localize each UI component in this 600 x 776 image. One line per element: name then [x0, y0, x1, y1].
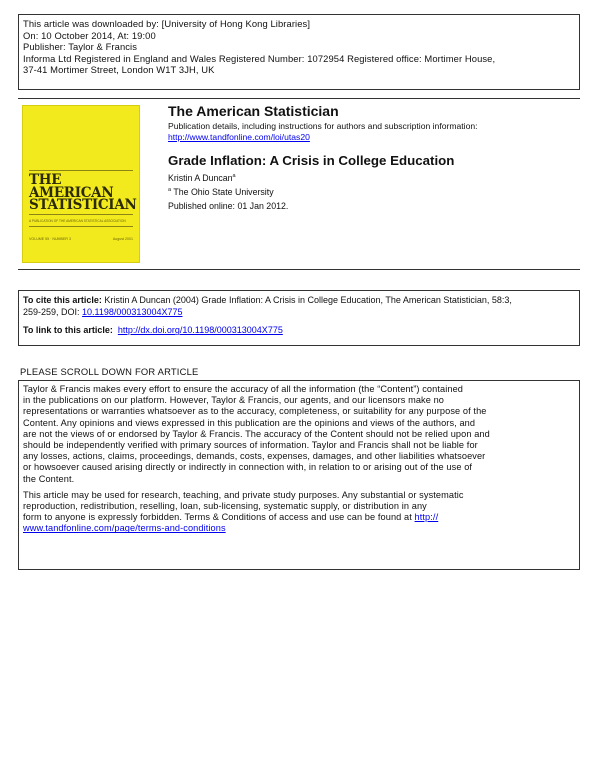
journal-header [18, 98, 580, 270]
disclaimer-line: in the publications on our platform. However, Taylor & Francis, our agents, and our licensors make no [23, 395, 445, 406]
download-line: Informa Ltd Registered in England and Wales Registered Number: 1072954 Registered office: Mortimer House, [23, 52, 496, 64]
link-line [23, 325, 575, 337]
terms-link-part1[interactable]: http:// [414, 512, 439, 523]
usage-line [23, 512, 575, 523]
cover-rule [29, 226, 133, 227]
affiliation-superscript: a [168, 187, 172, 193]
usage-line: reproduction, redistribution, reselling, loan, sub-licensing, systematic supply, or distribution in any [23, 501, 427, 512]
cover-rule [29, 170, 133, 171]
download-line: This article was downloaded by: [University of Hong Kong Libraries] [23, 18, 311, 29]
article-title: Grade Inflation: A Crisis in College Education [168, 153, 455, 168]
disclaimer-line: any losses, actions, claims, proceedings, demands, costs, expenses, damages, and other liabilities whatsoever [23, 451, 486, 462]
author [168, 173, 236, 183]
cite-line [23, 295, 575, 307]
cover-title [29, 174, 137, 212]
disclaimer-line: the Content. [23, 473, 75, 484]
affiliation-name: The Ohio State University [173, 187, 274, 197]
cover-title-line: THE [29, 172, 62, 188]
disclaimer-line: Taylor & Francis makes every effort to ensure the accuracy of all the information (the “Content”) contained [23, 384, 463, 394]
publication-details: Publication details, including instructions for authors and subscription information: [168, 121, 478, 131]
usage-line [23, 523, 575, 534]
cite-doi-prefix: 259-259, DOI: [23, 306, 80, 317]
journal-cover-image [22, 105, 140, 263]
cover-rule [29, 214, 133, 215]
link-label: To link to this article: [23, 325, 113, 336]
download-info-box [18, 14, 580, 90]
disclaimer-line: or howsoever caused arising directly or indirectly in connection with, in relation to or arising out of the use of [23, 462, 473, 473]
disclaimer-line: should be independently verified with primary sources of information. Taylor and Francis shall not be liable for [23, 440, 478, 451]
usage-line: This article may be used for research, teaching, and private study purposes. Any substantial or systematic [23, 489, 464, 500]
author-name: Kristin A Duncan [168, 173, 233, 183]
download-line: Publisher: Taylor & Francis [23, 41, 138, 52]
article-link[interactable]: http://dx.doi.org/10.1198/000313004X775 [117, 325, 283, 336]
cite-label: To cite this article: [23, 295, 102, 305]
cover-footer [29, 237, 133, 241]
author-superscript: a [232, 173, 236, 179]
terms-link-part2[interactable]: www.tandfonline.com/page/terms-and-conditions [23, 523, 226, 534]
published-online: Published online: 01 Jan 2012. [168, 201, 289, 211]
cite-text: Kristin A Duncan (2004) Grade Inflation: A Crisis in College Education, The American Statistician, 58:3, [104, 295, 512, 305]
disclaimer-box [18, 380, 580, 570]
usage-text: form to anyone is expressly forbidden. Terms & Conditions of access and use can be found at [23, 512, 412, 523]
download-line: On: 10 October 2014, At: 19:00 [23, 29, 156, 41]
journal-title: The American Statistician [168, 103, 339, 119]
download-line: 37-41 Mortimer Street, London W1T 3JH, UK [23, 64, 215, 75]
disclaimer-line: Content. Any opinions and views expressed in this publication are the opinions and views of the authors, and [23, 417, 476, 428]
disclaimer-line: are not the views of or endorsed by Taylor & Francis. The accuracy of the Content should not be relied upon and [23, 428, 490, 439]
cover-date: August 2001 [112, 237, 133, 241]
cover-title-line: AMERICAN [29, 184, 114, 201]
citation-box [18, 290, 580, 346]
scroll-notice: PLEASE SCROLL DOWN FOR ARTICLE [20, 366, 199, 377]
cover-title-line: STATISTICIAN [29, 197, 137, 213]
cite-line-2 [23, 307, 575, 319]
cover-volume: VOLUME 55 · NUMBER 3 [29, 237, 71, 241]
disclaimer-line: representations or warranties whatsoever as to the accuracy, completeness, or suitability for any purpose of the [23, 406, 487, 417]
journal-url-link[interactable]: http://www.tandfonline.com/loi/utas20 [168, 132, 310, 142]
affiliation [168, 187, 274, 197]
doi-link[interactable]: 10.1198/000313004X775 [82, 306, 183, 317]
cover-subtitle: A PUBLICATION OF THE AMERICAN STATISTICAL ASSOCIATION [29, 219, 126, 223]
